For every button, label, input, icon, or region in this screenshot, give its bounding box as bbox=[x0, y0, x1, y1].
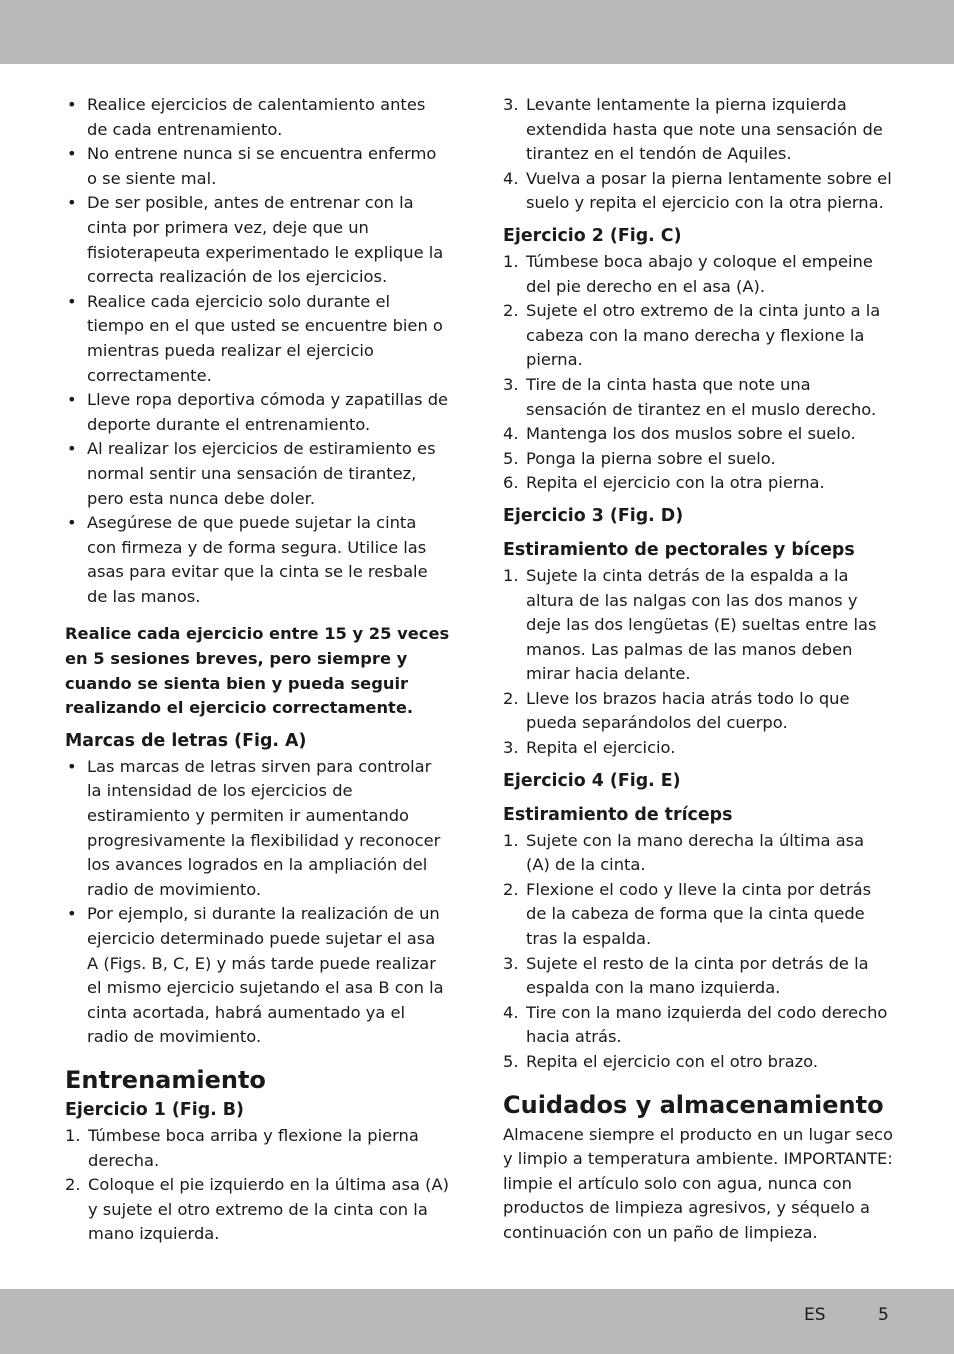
list-item: 2. Coloque el pie izquierdo en la última asa (A) y sujete el otro extremo de la cinta con la mano izquierda. bbox=[65, 1175, 449, 1244]
page-number: 5 bbox=[878, 1305, 889, 1325]
list-item: 4. Tire con la mano izquierda del codo derecho hacia atrás. bbox=[503, 1002, 888, 1047]
list-item: 1. Sujete con la mano derecha la última asa (A) de la cinta. bbox=[503, 830, 865, 875]
list-item: • No entrene nunca si se encuentra enfermo o se siente mal. bbox=[65, 142, 450, 191]
language-code: ES bbox=[804, 1305, 826, 1325]
repetitions-note: Realice cada ejercicio entre 15 y 25 veces en 5 sesiones breves, pero siempre y cuando se sienta bien y pueda seguir realizando el ejercicio correctamente. bbox=[65, 624, 450, 718]
marks-bullet-list bbox=[65, 755, 450, 1050]
list-item: 6. Repita el ejercicio con la otra pierna. bbox=[503, 473, 825, 493]
step-text: Túmbese boca abajo y coloque el empeine del pie derecho en el asa (A). bbox=[526, 251, 873, 296]
exercise-2-heading: Ejercicio 2 (Fig. C) bbox=[503, 225, 682, 246]
exercise-4-heading: Ejercicio 4 (Fig. E) bbox=[503, 770, 681, 791]
list-item: 3. Tire de la cinta hasta que note una sensación de tirantez en el muslo derecho. bbox=[503, 374, 877, 419]
step-text: Ponga la pierna sobre el suelo. bbox=[526, 448, 776, 468]
list-item: 2. Flexione el codo y lleve la cinta por detrás de la cabeza de forma que la cinta quede tras la espalda. bbox=[503, 879, 872, 949]
intro-bullet-list bbox=[65, 93, 450, 609]
step-text: Lleve los brazos hacia atrás todo lo que pueda separándolos del cuerpo. bbox=[526, 688, 850, 733]
exercise-4-steps bbox=[503, 829, 893, 1075]
list-item: 2. Sujete el otro extremo de la cinta junto a la cabeza con la mano derecha y flexione la pierna. bbox=[503, 301, 881, 370]
exercise-1-steps bbox=[65, 1124, 450, 1247]
list-item: • De ser posible, antes de entrenar con la cinta por primera vez, deje que un fisioterapeuta experimentado le explique la correcta realización de los ejercicios. bbox=[65, 191, 450, 289]
list-item: 1. Sujete la cinta detrás de la espalda a la altura de las nalgas con las dos manos y deje las dos lengüetas (E) sueltas entre las manos. Las palmas de las manos deben mirar hacia delante. bbox=[503, 565, 877, 684]
step-text: Sujete el resto de la cinta por detrás de la espalda con la mano izquierda. bbox=[526, 953, 869, 998]
care-heading: Cuidados y almacenamiento bbox=[503, 1090, 884, 1119]
list-item: 4. Mantenga los dos muslos sobre el suelo. bbox=[503, 424, 856, 444]
list-item: 1. Túmbese boca abajo y coloque el empeine del pie derecho en el asa (A). bbox=[503, 251, 873, 296]
list-item: 4. Vuelva a posar la pierna lentamente sobre el suelo y repita el ejercicio con la otra pierna. bbox=[503, 168, 892, 213]
step-text: Sujete el otro extremo de la cinta junto a la cabeza con la mano derecha y flexione la pierna. bbox=[526, 301, 881, 370]
step-text: Repita el ejercicio. bbox=[526, 738, 676, 758]
list-item: 3. Sujete el resto de la cinta por detrás de la espalda con la mano izquierda. bbox=[503, 953, 869, 998]
step-text: Repita el ejercicio con el otro brazo. bbox=[526, 1052, 819, 1071]
training-heading: Entrenamiento bbox=[65, 1065, 266, 1094]
list-item: • Lleve ropa deportiva cómoda y zapatillas de deporte durante el entrenamiento. bbox=[65, 388, 450, 437]
list-item: • Las marcas de letras sirven para controlar la intensidad de los ejercicios de estiramiento y permiten ir aumentando progresivamente la flexibilidad y reconocer los avances logrados en la ampliación del radio de movimiento. bbox=[65, 755, 450, 903]
care-paragraph: Almacene siempre el producto en un lugar seco y limpio a temperatura ambiente. IMPORTANTE: limpie el artículo solo con agua, nunca con productos de limpieza agresivos, y séquelo a continuación con un paño de limpieza. bbox=[503, 1124, 893, 1242]
exercise-3-heading: Ejercicio 3 (Fig. D) bbox=[503, 505, 684, 526]
top-gray-band bbox=[0, 0, 954, 64]
list-item: • Asegúrese de que puede sujetar la cinta con firmeza y de forma segura. Utilice las asas para evitar que la cinta se le resbale de las manos. bbox=[65, 511, 450, 609]
list-item: 5. Ponga la pierna sobre el suelo. bbox=[503, 448, 776, 468]
right-column bbox=[503, 93, 893, 1246]
list-item: 2. Lleve los brazos hacia atrás todo lo que pueda separándolos del cuerpo. bbox=[503, 688, 850, 733]
step-text: Túmbese boca arriba y flexione la pierna derecha. bbox=[88, 1125, 419, 1170]
exercise-3-subheading: Estiramiento de pectorales y bíceps bbox=[503, 539, 855, 560]
exercise-2-steps bbox=[503, 250, 893, 496]
exercise-3-steps bbox=[503, 564, 893, 761]
exercise-4-subheading: Estiramiento de tríceps bbox=[503, 804, 733, 825]
step-text: Tire con la mano izquierda del codo derecho hacia atrás. bbox=[526, 1002, 888, 1047]
step-text: Tire de la cinta hasta que note una sensación de tirantez en el muslo derecho. bbox=[526, 374, 877, 419]
list-item: 3. Repita el ejercicio. bbox=[503, 738, 676, 758]
left-column bbox=[65, 93, 450, 1247]
list-item: • Realice ejercicios de calentamiento antes de cada entrenamiento. bbox=[65, 93, 450, 142]
list-item: 1. Túmbese boca arriba y flexione la pierna derecha. bbox=[65, 1125, 419, 1170]
step-text: Repita el ejercicio con la otra pierna. bbox=[526, 473, 825, 493]
step-text: Sujete la cinta detrás de la espalda a la altura de las nalgas con las dos manos y deje las dos lengüetas (E) sueltas entre las manos. Las palmas de las manos deben mirar hacia delante. bbox=[526, 565, 877, 684]
step-text: Mantenga los dos muslos sobre el suelo. bbox=[526, 424, 856, 444]
step-text: Flexione el codo y lleve la cinta por detrás de la cabeza de forma que la cinta quede tras la espalda. bbox=[526, 879, 872, 949]
list-item: • Al realizar los ejercicios de estiramiento es normal sentir una sensación de tirantez, pero esta nunca debe doler. bbox=[65, 437, 450, 511]
exercise-1-heading: Ejercicio 1 (Fig. B) bbox=[65, 1099, 245, 1120]
exercise-1-steps-continued bbox=[503, 93, 893, 216]
step-text: Sujete con la mano derecha la última asa (A) de la cinta. bbox=[526, 830, 865, 875]
list-item: • Realice cada ejercicio solo durante el tiempo en el que usted se encuentre bien o mientras pueda realizar el ejercicio correctamente. bbox=[65, 290, 450, 388]
step-text: Levante lentamente la pierna izquierda extendida hasta que note una sensación de tirantez en el tendón de Aquiles. bbox=[526, 95, 883, 164]
list-item: 5. Repita el ejercicio con el otro brazo. bbox=[503, 1052, 819, 1071]
step-text: Vuelva a posar la pierna lentamente sobre el suelo y repita el ejercicio con la otra pierna. bbox=[526, 168, 892, 213]
step-text: Coloque el pie izquierdo en la última asa (A) y sujete el otro extremo de la cinta con la mano izquierda. bbox=[88, 1175, 449, 1244]
list-item: 3. Levante lentamente la pierna izquierda extendida hasta que note una sensación de tirantez en el tendón de Aquiles. bbox=[503, 95, 883, 164]
marks-heading: Marcas de letras (Fig. A) bbox=[65, 730, 307, 751]
list-item: • Por ejemplo, si durante la realización de un ejercicio determinado puede sujetar el asa A (Figs. B, C, E) y más tarde puede realizar el mismo ejercicio sujetando el asa B con la cinta acortada, habrá aumentado ya el radio de movimiento. bbox=[65, 902, 450, 1050]
